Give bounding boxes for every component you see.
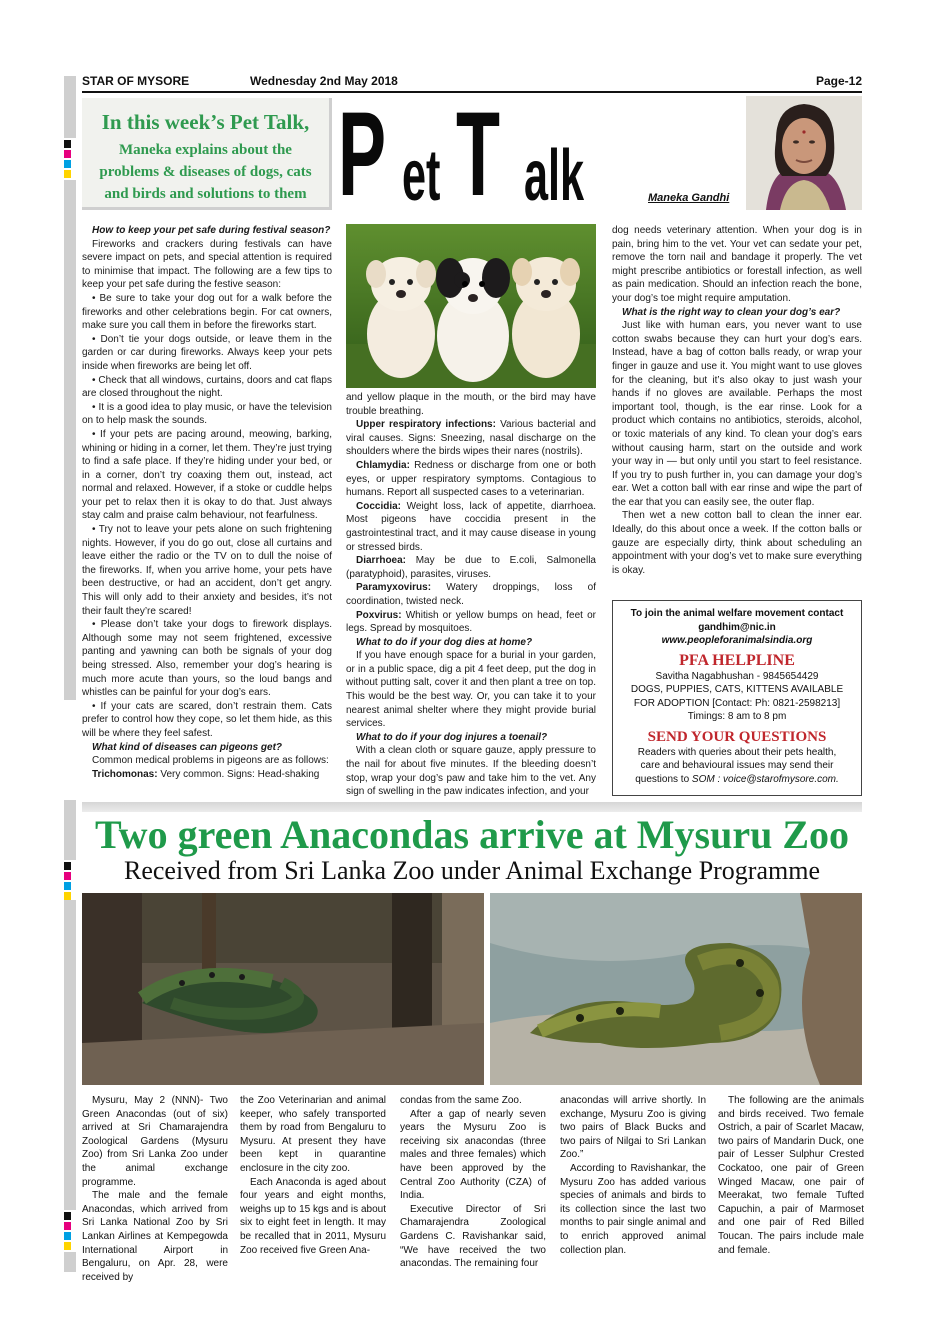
registration-mark (64, 1242, 71, 1250)
registration-mark (64, 170, 71, 178)
paragraph: anacondas will arrive shortly. In exchange, Mysuru Zoo is giving two pairs of Black Bucks and two pairs of Nilgai to Sri Lankan Zoo.” (560, 1095, 706, 1161)
registration-mark (64, 150, 71, 158)
story-column-4 (560, 1094, 706, 1257)
paragraph: According to Ravishankar, the Mysuru Zoo has added various species of animals and birds to its collection since the last two months to pair single animal and to enrich approved animal collection plan. (560, 1162, 706, 1256)
story-column-3 (400, 1094, 546, 1271)
paragraph: Just like with human ears, you never want to use cotton swabs because they can hurt your dog’s ears. Instead, have a bag of cotton balls ready, or wrap your finger in gauze and use it. You might want to use gloves for the cleaning, but it’s also okay to just wash your hands if no gloves are available. Perhaps the most important tool, though, is the ear rinse. Look for a product which contains no antibiotics, steroids, alcohol, or toxic materials of any kind. To clean your dog’s ears without causing harm, start on the outside and work your way in — but only until you start to feel resistance. If you try to push further in, you can damage your dog’s ear. Wet a cotton ball with ear rinse and wipe the part of the ear that you can easily see, the outer flap. (612, 320, 862, 508)
story-column-1 (82, 1094, 228, 1284)
paragraph: Upper respiratory infections: Various bacterial and viral causes. Signs: Sneezing, nasal discharge on the shoulders where the birds wipes their nares (nostrils). (346, 419, 596, 458)
registration-bar (64, 800, 76, 860)
paragraph: • Be sure to take your dog out for a walk before the fireworks and other celebrations begin. For cat owners, make sure you call them in before the fireworks start. (82, 292, 332, 332)
paragraph: • Please don’t take your dogs to firework displays. Although some may not seem frightened, excessive panting and yawning can both be signals of your dog being stressed. Also, remember your dog’s hearing is much more acute than yours, so the loud bangs and whistles can be painful for your dog’s ears. (82, 619, 332, 699)
send-questions-title: SEND YOUR QUESTIONS (647, 728, 827, 745)
anaconda-photo-2 (490, 893, 862, 1085)
registration-mark (64, 892, 71, 900)
paragraph: • If your cats are scared, don’t restrain them. Cats prefer to control how they cope, so let them hide, as this will be where they feel safest. (82, 700, 332, 739)
intro-line: problems & diseases of dogs, cats (99, 164, 312, 180)
story-column-5 (718, 1094, 864, 1257)
story-headline: Two green Anacondas arrive at Mysuru Zoo (94, 812, 850, 857)
helpline-person: Savitha Nagabhushan - 9845654429 (655, 670, 819, 682)
registration-mark (64, 882, 71, 890)
paragraph: • Try not to leave your pets alone on such frightening nights. However, if you do go out, close all curtains and leave either the radio or the TV on to dull the noise of the fireworks. If, when you arrive home, your pets have been destructive, or had an accident, don’t get angry. This will only add to their anxiety and besides, it’s not their fault they’re scared! (82, 524, 332, 617)
paragraph: With a clean cloth or square gauze, apply pressure to the nail for about five minutes. If the bleeding doesn’t stop, wrap your dog’s paw and take him to the vet. Any sign of swelling in the paw indicates infection, and your (346, 745, 596, 798)
article-column-1 (82, 224, 332, 781)
paragraph: • It is a good idea to play music, or have the television on to help mask the sounds. (82, 401, 332, 427)
paragraph-lead: Coccidia: (356, 500, 402, 512)
article-column-2 (346, 391, 596, 799)
paragraph: After a gap of nearly seven years the Mysuru Zoo is receiving six anacondas (three males and three females) which have been approved by the Central Zoo Authority (CZA) of India. (400, 1108, 546, 1202)
title-letter-t: T (456, 87, 500, 221)
paragraph: Then wet a new cotton ball to clean the inner ear. Ideally, do this about once a week. If the cotton balls or gauze are especially dirty, think about scheduling an appointment with your dog’s vet to make sure everything is okay. (612, 510, 862, 576)
helpline-text: DOGS, PUPPIES, CATS, KITTENS AVAILABLE (630, 684, 844, 695)
subheading: How to keep your pet safe during festival season? (92, 225, 331, 236)
paragraph: Poxvirus: Whitish or yellow bumps on head, feet or legs. Spread by mosquitoes. (346, 609, 596, 635)
registration-mark (64, 140, 71, 148)
paragraph: Chlamydia: Redness or discharge from one or both eyes, or upper respiratory symptoms. Contagious to humans. Report all suspected cases to a veterinarian. (346, 459, 596, 499)
contact-email[interactable]: gandhim@nic.in (698, 621, 776, 633)
registration-bar (64, 900, 76, 1210)
registration-bar (64, 1252, 76, 1272)
registration-mark (64, 1232, 71, 1240)
title-letter-p: P (338, 87, 387, 221)
story-column-2 (240, 1094, 386, 1257)
author-byline: Maneka Gandhi (648, 192, 730, 204)
helpline-text: FOR ADOPTION [Contact: Ph: 0821-2598213] (633, 697, 841, 709)
paragraph: • Check that all windows, curtains, doors and cat flaps are closed throughout the night. (82, 374, 332, 400)
paragraph: and yellow plaque in the mouth, or the bird may have trouble breathing. (346, 392, 596, 417)
send-questions-text: Readers with queries about their pets health, (637, 746, 837, 758)
paragraph-lead: Poxvirus: (356, 609, 402, 621)
helpline-timings: Timings: 8 am to 8 pm (687, 711, 787, 722)
subheading: What kind of diseases can pigeons get? (92, 741, 283, 753)
registration-bar (64, 180, 76, 700)
paragraph: Common medical problems in pigeons are as follows: (92, 755, 329, 767)
paragraph: Diarrhoea: May be due to E.coli, Salmonella (paratyphoid), parasites, viruses. (346, 555, 596, 580)
anaconda-photo-1 (82, 893, 484, 1085)
registration-mark (64, 1222, 71, 1230)
article-column-3 (612, 224, 862, 577)
issue-date: Wednesday 2nd May 2018 (250, 74, 398, 88)
title-letters-alk: alk (524, 136, 585, 216)
contact-website[interactable]: www.peopleforanimalsindia.org (661, 635, 813, 646)
paragraph-lead: Chlamydia: (356, 459, 410, 471)
send-questions-text: care and behavioural issues may send their (640, 760, 834, 771)
story-subhead: Received from Sri Lanka Zoo under Animal Exchange Programme (123, 856, 820, 885)
section-divider (82, 802, 862, 812)
paragraph: Paramyxovirus: Watery droppings, loss of coordination, twisted neck. (346, 582, 596, 607)
page-number: Page-12 (815, 74, 862, 88)
author-portrait (746, 96, 862, 210)
subheading: What to do if your dog injures a toenail? (356, 731, 548, 743)
paragraph-lead: Diarrhoea: (356, 555, 407, 567)
paragraph: Fireworks and crackers during festivals can have severe impact on pets, and special attention is required to minimise that impact. The following are a few tips to keep your pet safe during the festive season: (82, 238, 332, 291)
paragraph: • Don’t tie your dogs outside, or leave them in the garden or car during fireworks. Always keep your pets inside when fireworks are being let off. (82, 333, 332, 372)
paragraph: Executive Director of Sri Chamarajendra Zoological Gardens C. Ravishankar said, “We have received the two anacondas. The remaining four (400, 1203, 546, 1270)
paragraph: Trichomonas: Very common. Signs: Head-shaking (92, 768, 320, 780)
column-title (338, 87, 638, 221)
paragraph: dog needs veterinary attention. When your dog is in pain, bring him to the vet. Your vet can sedate your pet, remove the torn nail and bandage it properly. The vet might prescribe antibiotics or forestall infection, as well as pain medication. Should an infection reach the bone, your dog’s toe might require amputation. (612, 225, 862, 304)
intro-line: Maneka explains about the (119, 142, 292, 158)
paragraph-lead: Paramyxovirus: (356, 582, 432, 594)
paragraph: If you have enough space for a burial in your garden, or in a public space, dig a pit 4 feet deep, put the dog in without putting salt, cover it and then plant a tree on top. This would be the best way. Or, you can take it to your nearest animal shelter where they might provide burial services. (346, 650, 596, 730)
registration-mark (64, 872, 71, 880)
paragraph: the Zoo Veterinarian and animal keeper, who safely transported them by road from Bengaluru to Mysuru. At present they have been kept in quarantine enclosure in the city zoo. (240, 1095, 386, 1174)
paragraph: Mysuru, May 2 (NNN)- Two Green Anacondas (out of six) arrived at Sri Chamarajendra Zoological Gardens (Mysuru Zoo) from Sri Lanka Zoo under the animal exchange programme. (82, 1095, 228, 1188)
registration-mark (64, 862, 71, 870)
paragraph: Coccidia: Weight loss, lack of appetite, diarrhoea. Most pigeons have coccidia present in the gastrointestinal tract, and it may cause disease in young or stressed birds. (346, 500, 596, 553)
paragraph: • If your pets are pacing around, meowing, barking, whining or hiding in a corner, let them. They’re just trying to find a safe place. If they’re hiding under your bed, or in a corner, don’t try coaxing them out, instead, act normal and relaxed. However, if a stoke or cuddle helps your pet to relax then it is okay to do that. Just always stay calm and praise calm behaviour, not fearfulness. (82, 428, 332, 522)
paragraph: The male and the female Anacondas, which arrived from Sri Lanka National Zoo by Sri Lankan Airlines at Kempegowda International Airport in Bengaluru, on Apr. 28, were received by (82, 1190, 228, 1283)
paragraph-lead: Trichomonas: (92, 768, 158, 780)
paper-name: STAR OF MYSORE (82, 74, 190, 88)
helpline-box (612, 600, 862, 796)
send-questions-email[interactable]: SOM : voice@starofmysore.com. (691, 773, 839, 785)
registration-mark (64, 160, 71, 168)
paragraph: Each Anaconda is aged about four years and eight months, weighs up to 15 kgs and is about six to eight feet in length. It may be recalled that in 2011, Mysuru Zoo received five Green Ana- (240, 1176, 386, 1256)
registration-bar (64, 76, 76, 138)
paragraph: condas from the same Zoo. (400, 1095, 522, 1106)
paragraph: The following are the animals and birds received. Two female Ostrich, a pair of Scarlet Macaw, two pairs of Mandarin Duck, one pair of Lesser Sulphur Crested Cockatoo, one pair of Green Winged Macaw, one pair of Meerakat, two female Tufted Capuchin, a pair of Marmoset and one pair of Red Billed Toucan. The pairs include male and female. (718, 1095, 864, 1256)
intro-box (82, 98, 332, 210)
title-letters-et: et (402, 136, 441, 216)
send-questions-text: questions to SOM : voice@starofmysore.com. (635, 773, 839, 785)
intro-title: In this week’s Pet Talk, (101, 110, 310, 134)
contact-intro: To join the animal welfare movement contact (630, 608, 844, 619)
helpline-title: PFA HELPLINE (679, 651, 795, 669)
subheading: What is the right way to clean your dog’s ear? (622, 306, 841, 318)
subheading: What to do if your dog dies at home? (356, 636, 533, 648)
registration-mark (64, 1212, 71, 1220)
paragraph-lead: Upper respiratory infections: (356, 419, 496, 431)
puppies-photo (346, 224, 596, 388)
intro-line: and birds and solutions to them (104, 186, 307, 202)
